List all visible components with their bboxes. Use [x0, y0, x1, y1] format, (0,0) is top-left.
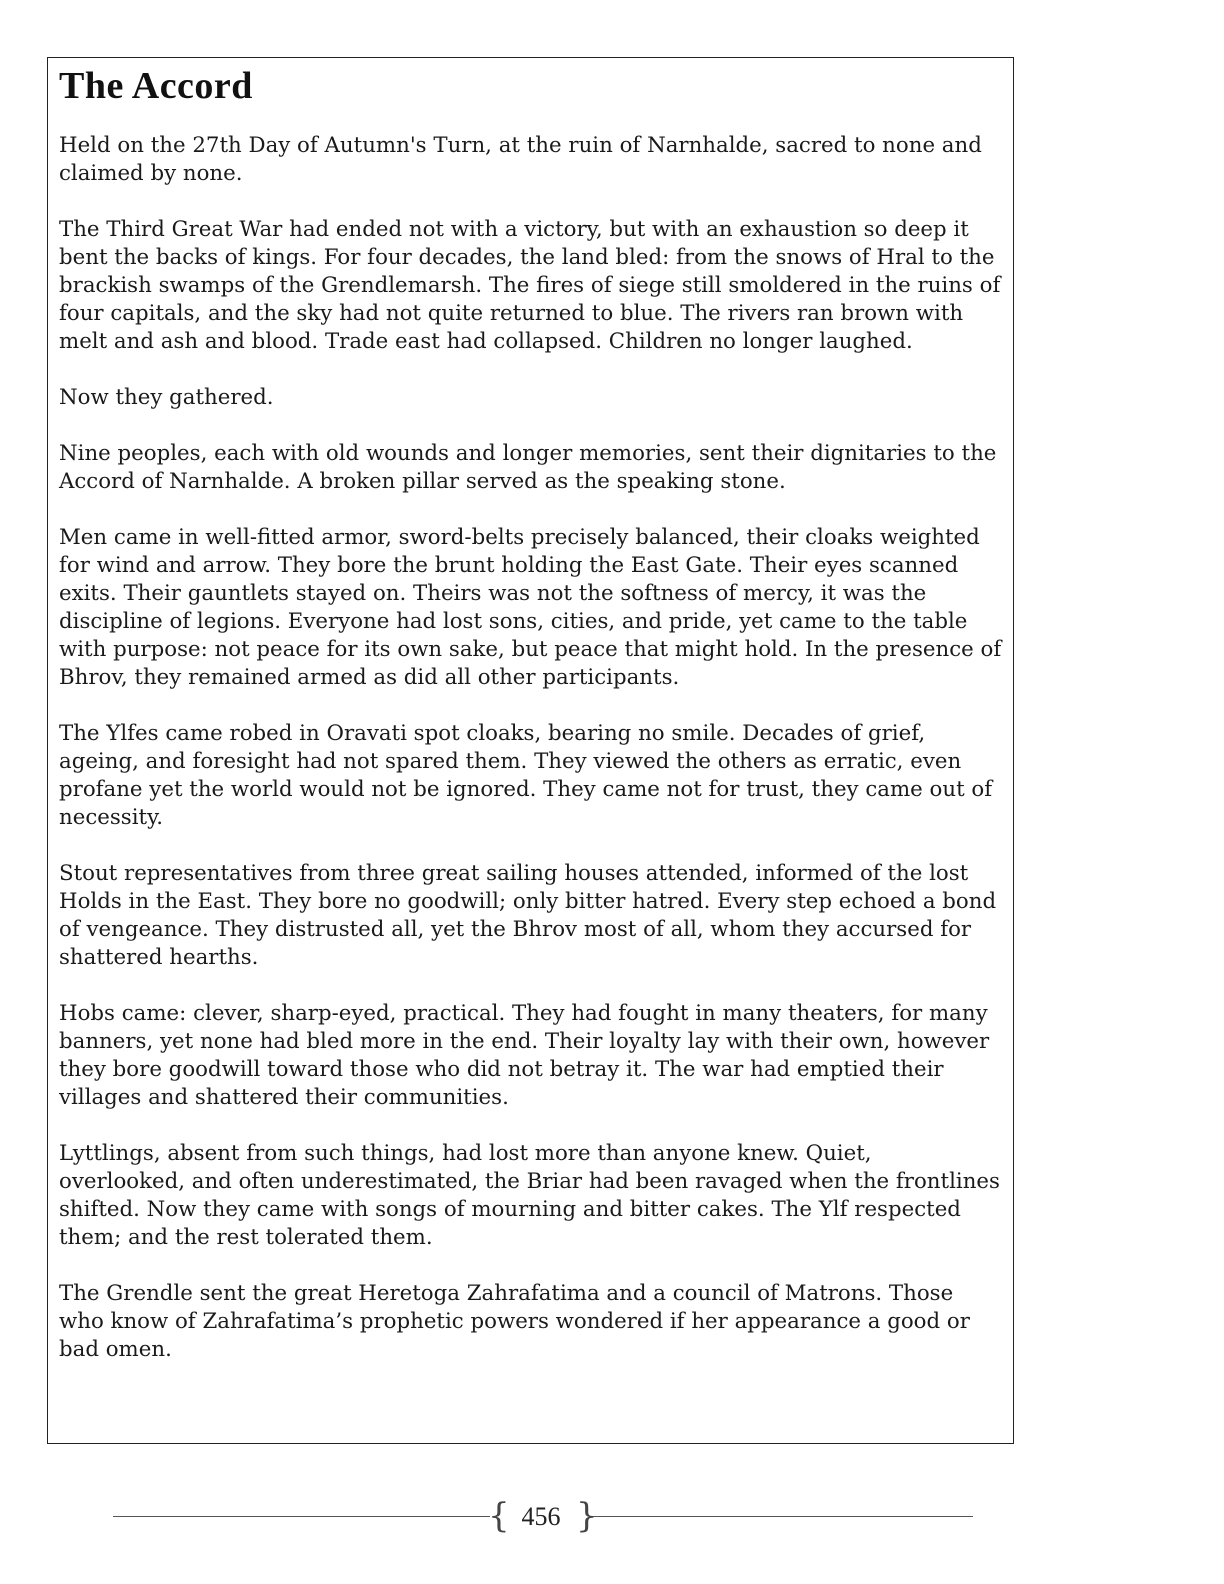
paragraph-date: Held on the 27th Day of Autumn's Turn, at the ruin of Narnhalde, sacred to none and claimed by none.: [59, 133, 982, 186]
right-brace-icon: }: [576, 1496, 598, 1536]
paragraph-nine-peoples: Nine peoples, each with old wounds and longer memories, sent their dignitaries to the Accord of Narnhalde. A broken pillar served as the speaking stone.: [59, 441, 997, 494]
footer-rule-right: [593, 1516, 973, 1517]
paragraph-stout: Stout representatives from three great sailing houses attended, informed of the lost Holds in the East. They bore no goodwill; only bitter hatred. Every step echoed a bond of vengeance. They distrusted all, yet the Bhrov most of all, whom they accursed for shattered hearths.: [59, 861, 997, 970]
footer-rule-left: [113, 1516, 490, 1517]
paragraph-men: Men came in well-fitted armor, sword-belts precisely balanced, their cloaks weighted for wind and arrow. They bore the brunt holding the East Gate. Their eyes scanned exits. Their gauntlets stayed on. Theirs was not the softness of mercy, it was the discipline of legions. Everyone had lost sons, cities, and pride, yet came to the table with purpose: not peace for its own sake, but peace that might hold. In the presence of Bhrov, they remained armed as did all other participants.: [59, 525, 1002, 690]
paragraph-grendle: The Grendle sent the great Heretoga Zahrafatima and a council of Matrons. Those who know of Zahrafatima’s prophetic powers wondered if her appearance a good or bad omen.: [59, 1281, 970, 1362]
paragraph-war: The Third Great War had ended not with a victory, but with an exhaustion so deep it bent the backs of kings. For four decades, the land bled: from the snows of Hral to the brackish swamps of the Grendlemarsh. The fires of siege still smoldered in the ruins of four capitals, and the sky had not quite returned to blue. The rivers ran brown with melt and ash and blood. Trade east had collapsed. Children no longer laughed.: [59, 217, 1001, 354]
page-footer: [0, 1494, 1224, 1540]
content-frame: [47, 57, 1014, 1444]
paragraph-ylfes: The Ylfes came robed in Oravati spot cloaks, bearing no smile. Decades of grief, ageing, and foresight had not spared them. They viewed the others as erratic, even profane yet the world would not be ignored. They came not for trust, they came out of necessity.: [59, 721, 993, 830]
page-number: 456: [521, 1502, 561, 1531]
page-title: The Accord: [59, 65, 253, 107]
left-brace-icon: {: [488, 1496, 510, 1536]
body-text: [59, 132, 1003, 1364]
paragraph-lyttlings: Lyttlings, absent from such things, had lost more than anyone knew. Quiet, overlooked, and often underestimated, the Briar had been ravaged when the frontlines shifted. Now they came with songs of mourning and bitter cakes. The Ylf respected them; and the rest tolerated them.: [59, 1141, 1000, 1250]
paragraph-hobs: Hobs came: clever, sharp-eyed, practical. They had fought in many theaters, for many banners, yet none had bled more in the end. Their loyalty lay with their own, however they bore goodwill toward those who did not betray it. The war had emptied their villages and shattered their communities.: [59, 1001, 990, 1110]
paragraph-gathered: Now they gathered.: [59, 385, 274, 410]
